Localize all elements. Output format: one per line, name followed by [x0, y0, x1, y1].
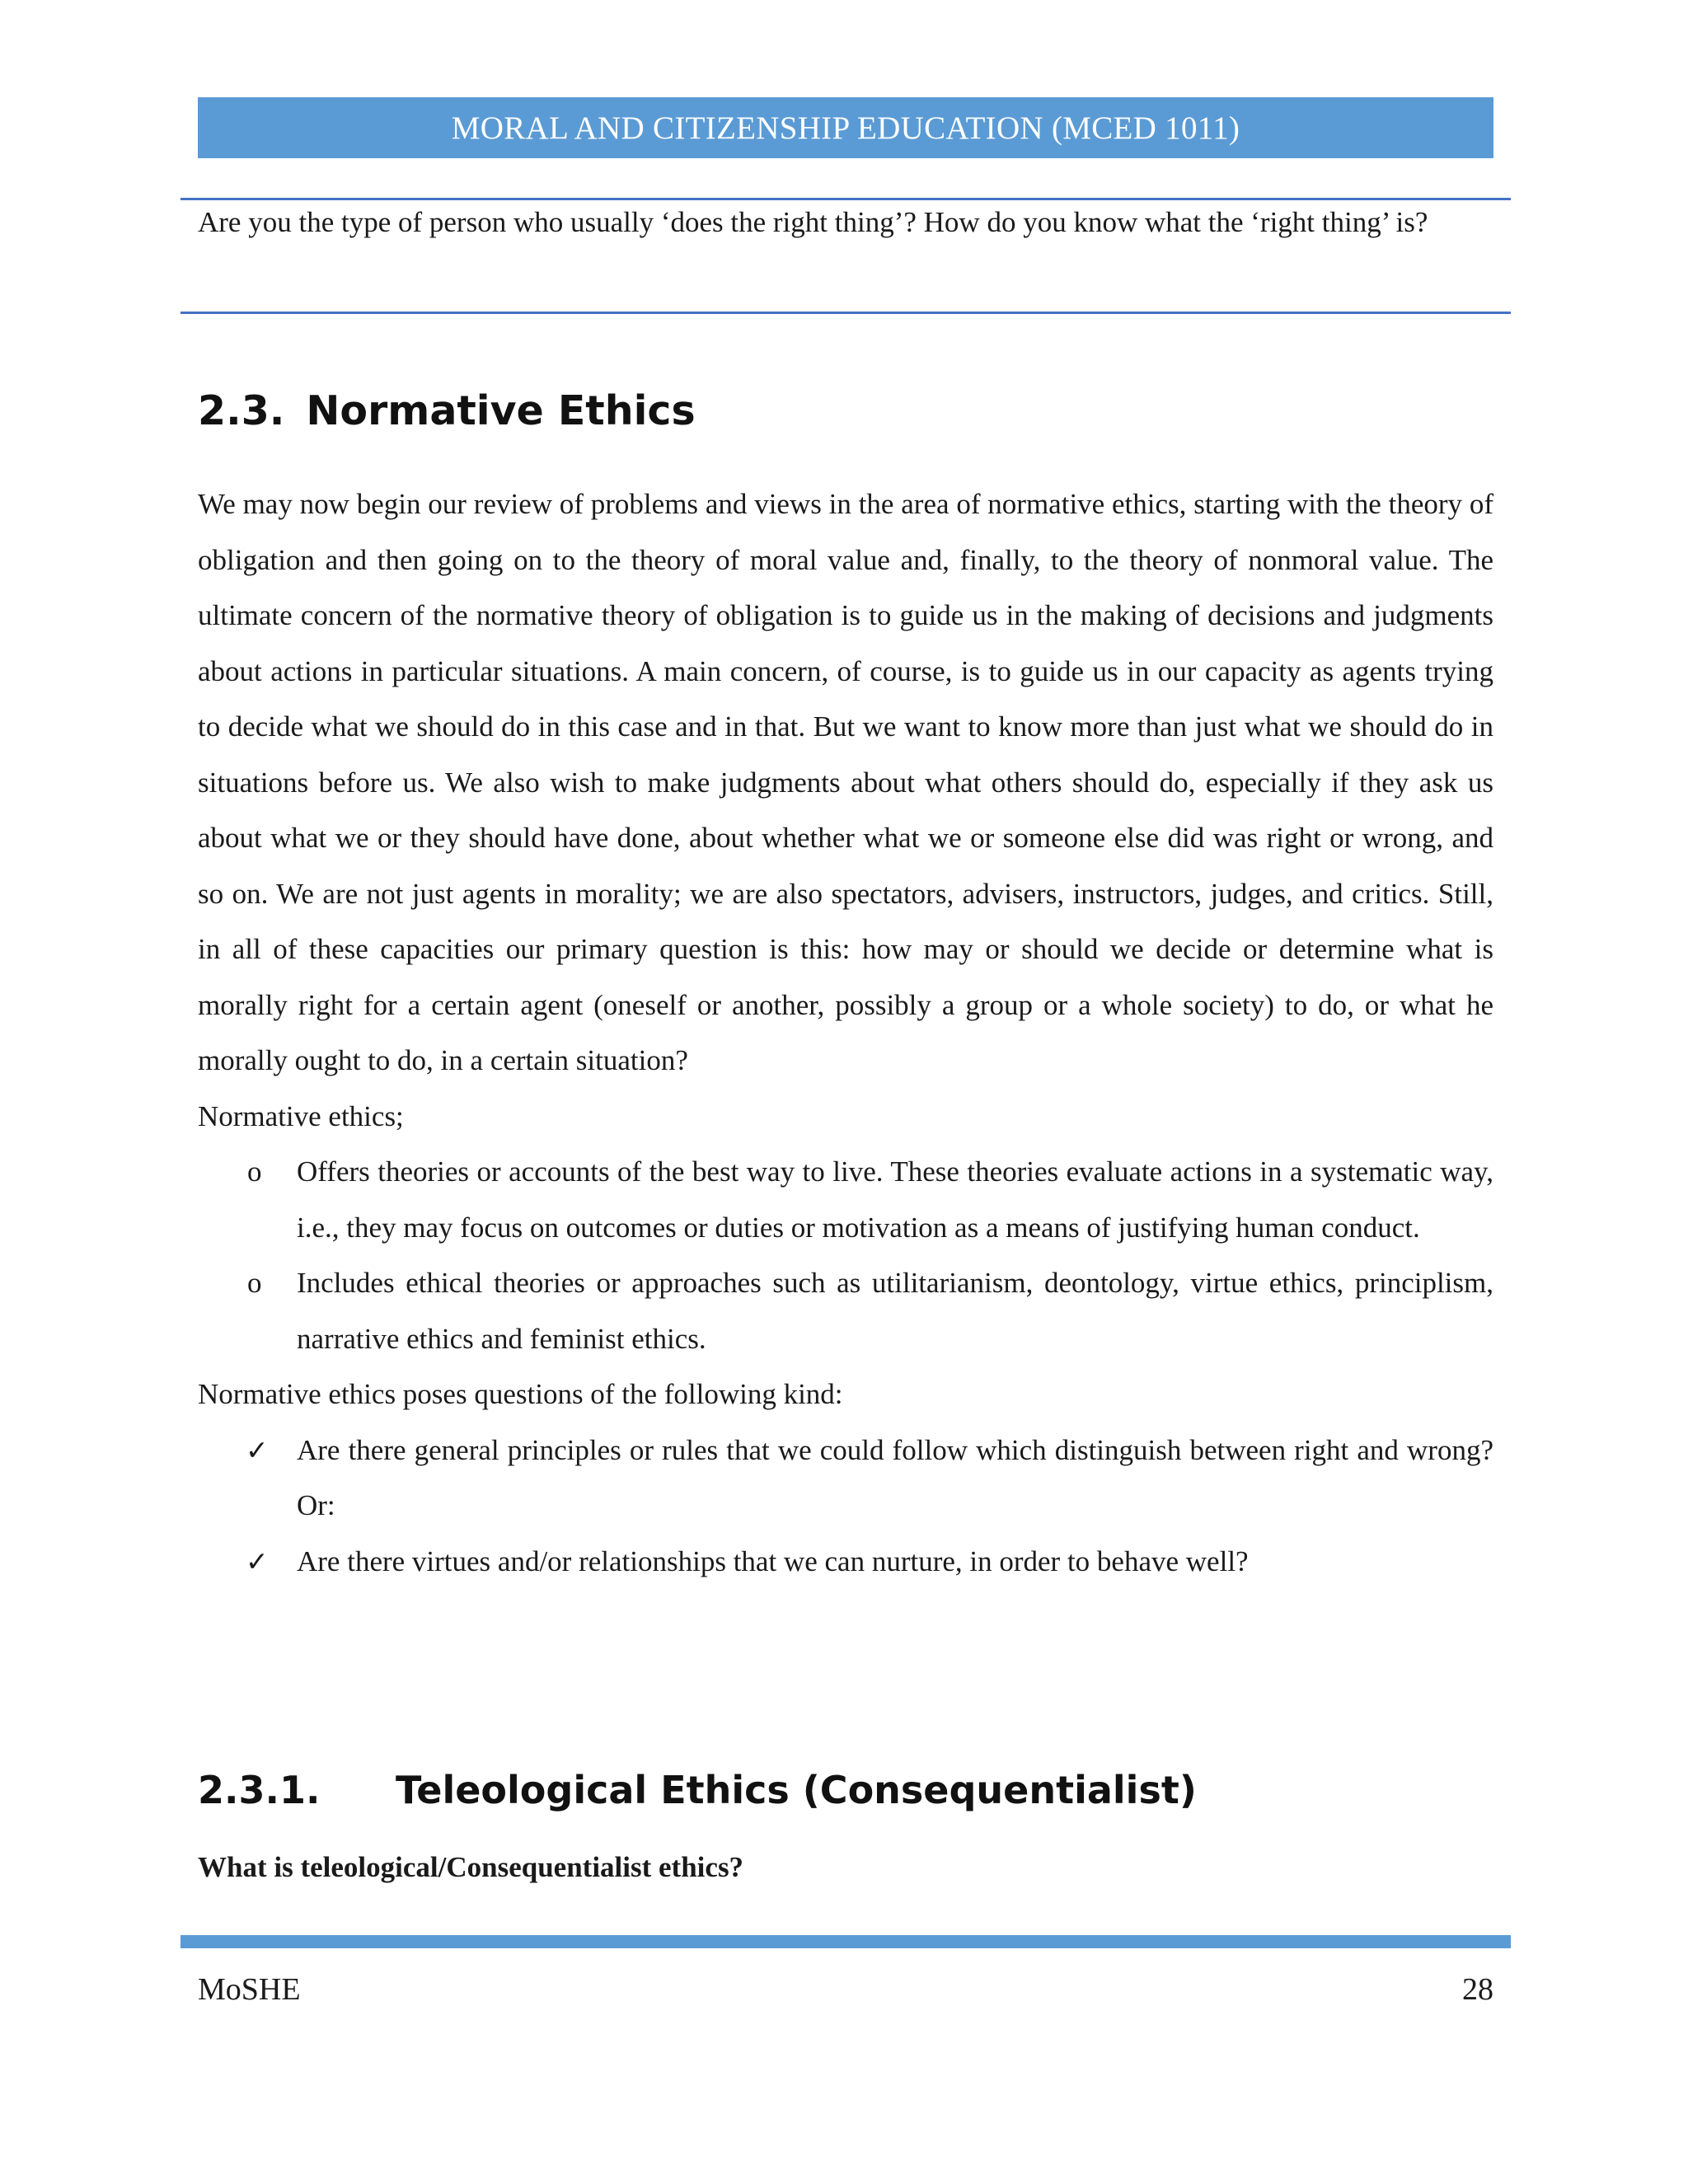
list-1-intro: Normative ethics;	[198, 1099, 404, 1132]
subsection-heading	[198, 1768, 1197, 1812]
list-item-text: Are there general principles or rules that we could follow which distinguish between right and wrong? Or:	[297, 1433, 1493, 1521]
list-item	[198, 1534, 1493, 1590]
list-item	[198, 1144, 1493, 1255]
bullet-circle-icon: o	[247, 1267, 262, 1299]
page-header-banner	[198, 97, 1493, 158]
list-item-text: Are there virtues and/or relationships that we can nurture, in order to behave well?	[297, 1544, 1249, 1577]
bullet-circle-icon: o	[247, 1155, 262, 1188]
subsection-title: Teleological Ethics (Consequentialist)	[396, 1768, 1197, 1812]
page-header-title: MORAL AND CITIZENSHIP EDUCATION (MCED 1011)	[451, 110, 1240, 146]
list-item	[198, 1422, 1493, 1534]
section-heading	[198, 387, 696, 434]
question-box-bottom-rule	[181, 312, 1511, 314]
list-2-intro: Normative ethics poses questions of the following kind:	[198, 1378, 843, 1410]
section-title: Normative Ethics	[306, 387, 696, 434]
checkmark-icon: ✓	[246, 1433, 269, 1466]
checkmark-icon: ✓	[246, 1544, 269, 1577]
list-item-text: Offers theories or accounts of the best way to live. These theories evaluate actions in a systematic way, i.e., they may focus on outcomes or duties or motivation as a means of justifying human conduct.	[297, 1155, 1493, 1244]
list-item-text: Includes ethical theories or approaches such as utilitarianism, deontology, virtue ethics, principlism, narrative ethics and feminist ethics.	[297, 1267, 1493, 1355]
questions-list	[198, 1422, 1493, 1590]
footer-publisher: MoSHE	[198, 1972, 301, 2007]
page-number: 28	[1462, 1972, 1493, 2007]
subsection-number: 2.3.1.	[198, 1768, 321, 1812]
footer-rule	[181, 1935, 1511, 1948]
intro-paragraph: We may now begin our review of problems and views in the area of normative ethics, starting with the theory of obligation and then going on to the theory of moral value and, finally, to the theory of nonmoral value. The ultimate concern of the normative theory of obligation is to guide us in the making of decisions and judgments about actions in particular situations. A main concern, of course, is to guide us in our capacity as agents trying to decide what we should do in this case and in that. But we want to know more than just what we should do in situations before us. We also wish to make judgments about what others should do, especially if they ask us about what we or they should have done, about whether what we or someone else did was right or wrong, and so on. We are not just agents in morality; we are also spectators, advisers, instructors, judges, and critics. Still, in all of these capacities our primary question is this: how may or should we decide or determine what is morally right for a certain agent (oneself or another, possibly a group or a whole society) to do, or what he morally ought to do, in a certain situation?	[198, 488, 1493, 1076]
normative-ethics-list	[198, 1144, 1493, 1366]
subsection-question: What is teleological/Consequentialist ethics?	[198, 1851, 744, 1883]
list-item	[198, 1255, 1493, 1366]
section-number: 2.3.	[198, 387, 285, 434]
section-body	[198, 476, 1493, 1589]
reflection-question: Are you the type of person who usually ‘does the right thing’? How do you know what the ‘right thing’ is?	[198, 206, 1428, 238]
